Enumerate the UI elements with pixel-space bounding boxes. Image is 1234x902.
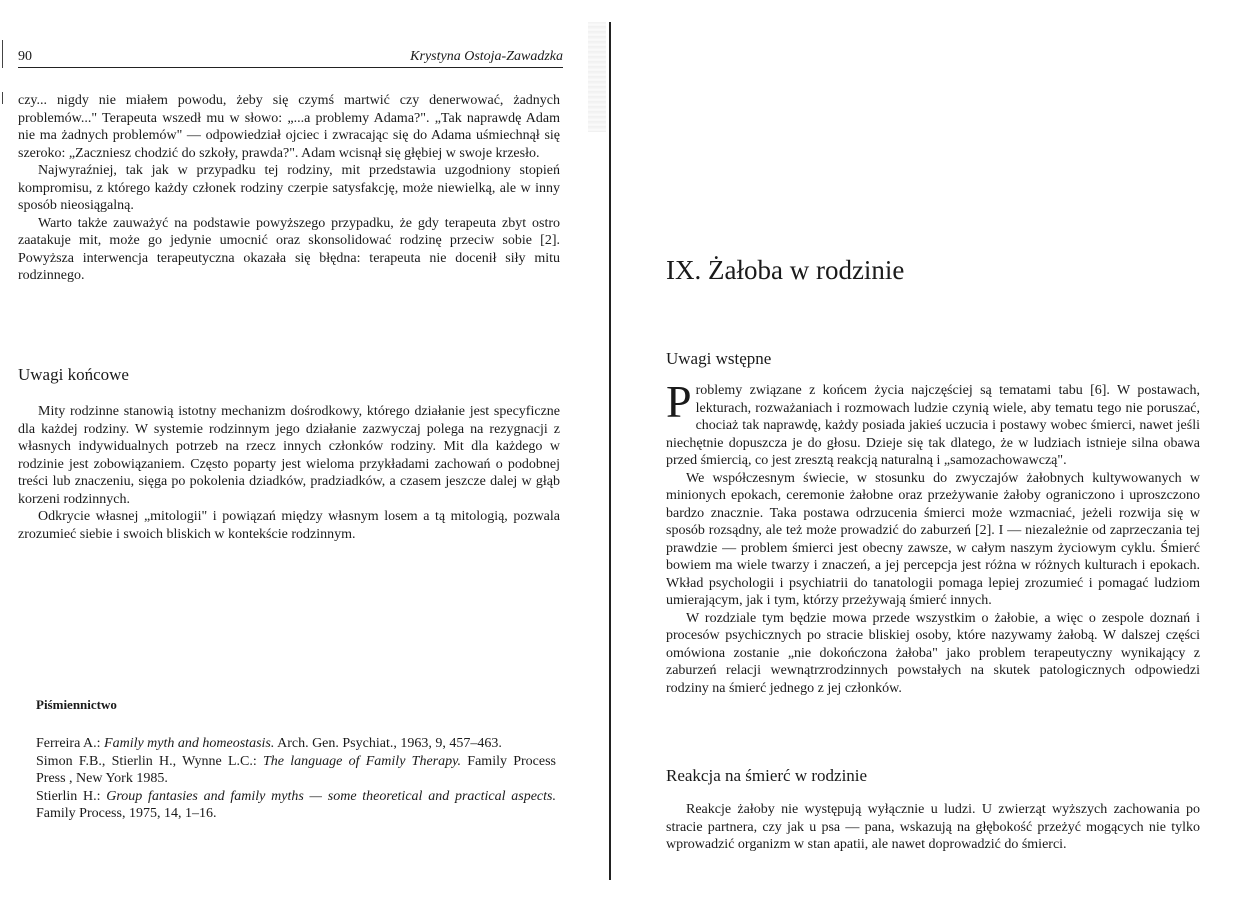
intro-body-text bbox=[666, 376, 1200, 697]
paragraph: Najwyraźniej, tak jak w przypadku tej rodziny, mit przedstawia uzgodniony stopień kompromisu, z którego każdy członek rodziny czerpie satysfakcję, może niewielką, ale w inny sposób nieosiągalną. bbox=[18, 163, 560, 213]
paragraph: Odkrycie własnej „mitologii" i powiązań między własnym losem a tą mitologią, pozwala zrozumieć siebie i swoich bliskich w kontekście rodzinnym. bbox=[18, 509, 560, 542]
book-spine bbox=[609, 22, 611, 880]
bib-source: Family Process, 1975, 14, 1–16. bbox=[36, 806, 217, 821]
chapter-title: IX. Żałoba w rodzinie bbox=[666, 255, 905, 285]
paragraph: We współczesnym świecie, w stosunku do zwyczajów żałobnych kultywowanych w minionych epokach, ceremonie żałobne oraz przeżywanie żałoby ograniczono i uproszczono bardzo znacznie. Taka postawa odrzucenia śmierci może wzmacniać, jeżeli rozwija się w sposób rozsądny, ale też może prowadzić do zaburzeń [2]. I — niezależnie od zaprzeczania tej prawdzie — problem śmierci jest obecny zawsze, w całym naszym życiowym cyklu. Śmierć bowiem ma wiele twarzy i znaczeń, a jej percepcja jest różna w różnych kulturach i epokach. Wkład psychologii i psychiatrii do tanatologii pomaga lepiej zrozumieć i pomagać ludziom umierającym, jak i tym, którzy przeżywają śmierć innych. bbox=[666, 470, 1200, 608]
bib-authors: Stierlin H.: bbox=[36, 788, 107, 804]
bibliography-list bbox=[36, 735, 556, 823]
scan-edge-mark bbox=[2, 92, 3, 104]
bib-title: Group fantasies and family myths — some theoretical and practical aspects. bbox=[106, 788, 556, 804]
running-head bbox=[18, 49, 563, 68]
page-number: 90 bbox=[18, 49, 32, 64]
bib-authors: Ferreira A.: bbox=[36, 736, 105, 751]
paragraph: Mity rodzinne stanowią istotny mechanizm dośrodkowy, którego działanie jest specyficzne dla każdej rodziny. W systemie rodzinnym jego działanie zazwyczaj polega na rezygnacji z własnych indywidualnych potrzeb na rzecz innych członków rodziny. Mit dla każdego w rodzinie jest zobowiązaniem. Często poparty jest wieloma przykładami zachowań o podobnej treści lub znaczeniu, sięga po pokolenia dziadków, pradziadków, a czasem jeszcze dalej w głąb korzeni rodzinnych. bbox=[18, 404, 560, 507]
bibliography-entry bbox=[36, 735, 556, 753]
section-body-text bbox=[18, 403, 560, 543]
right-page bbox=[612, 0, 1234, 902]
drop-cap: P bbox=[666, 376, 692, 427]
section-heading: Uwagi końcowe bbox=[18, 365, 129, 384]
section-heading: Reakcja na śmierć w rodzinie bbox=[666, 766, 868, 785]
bib-authors: Simon F.B., Stierlin H., Wynne L.C.: bbox=[36, 753, 264, 769]
bib-source: Family Process Press , New York 1985. bbox=[36, 753, 557, 786]
bib-title: Family myth and homeostasis. bbox=[104, 736, 275, 751]
left-page bbox=[0, 0, 605, 902]
paragraph: Reakcje żałoby nie występują wyłącznie u ludzi. U zwierząt wyższych zachowania po stracie partnera, czy jak u psa — pana, wskazują na głębokość przeżyć mogących nie tylko wprowadzić organizm w stan apatii, ale nawet doprowadzić do śmierci. bbox=[666, 802, 1200, 852]
bibliography-entry bbox=[36, 753, 556, 788]
bib-title: The language of Family Therapy. bbox=[263, 753, 462, 769]
bib-source: Arch. Gen. Psychiat., 1963, 9, 457–463. bbox=[274, 736, 502, 751]
scan-edge-mark bbox=[2, 40, 3, 68]
paragraph-text: roblemy związane z końcem życia najczęściej są tematami tabu [6]. W postawach, lekturach, rozważaniach i rozmowach ludzie czynią wiele, aby tematu tego nie poruszać, chociaż tak naprawdę, każdy posiada jakieś uczucia i postawy wobec śmierci, nawet jeśli niechętnie dopuszcza je do głosu. Dzieje się tak dlatego, że w ludziach istnieje silna obawa przed śmiercią, co jest zresztą reakcją naturalną i „samozachowawczą". bbox=[666, 383, 1200, 468]
paragraph: Warto także zauważyć na podstawie powyższego przypadku, że gdy terapeuta zbyt ostro zaatakuje mit, może go jedynie umocnić oraz skonsolidować rodzinę przeciw sobie [2]. Powyższa interwencja terapeutyczna okazała się błędna: terapeuta nie docenił siły mitu rodzinnego. bbox=[18, 215, 560, 283]
reaction-body-text bbox=[666, 801, 1200, 854]
section-heading: Uwagi wstępne bbox=[666, 349, 772, 368]
paragraph: W rozdziale tym będzie mowa przede wszystkim o żałobie, a więc o zespole doznań i procesów psychicznych po stracie bliskiej osoby, które nazywamy żałobą. W dalszej części omówiona zostanie „nie dokończona żałoba" jako problem terapeutyczny wynikający z zaburzeń relacji wewnątrzrodzinnych powstałych na skutek patologicznych odpowiedzi rodziny na śmierć jednego z jej członków. bbox=[666, 610, 1200, 696]
left-body-text bbox=[18, 92, 560, 285]
paragraph bbox=[666, 376, 1200, 470]
bibliography-heading: Piśmiennictwo bbox=[36, 697, 117, 712]
bibliography-entry bbox=[36, 788, 556, 823]
paragraph: czy... nigdy nie miałem powodu, żeby się czymś martwić czy denerwować, żadnych problemów..." Terapeuta wszedł mu w słowo: „...a problemy Adama?". „Tak naprawdę Adam nie ma żadnych problemów" — odpowiedział ojciec i zwracając się do Adama uśmiechnął się szeroko: „Zaczniesz chodzić do szkoły, prawda?". Adam wcisnął się głębiej w swoje krzesło. bbox=[18, 93, 560, 161]
running-head-author: Krystyna Ostoja-Zawadzka bbox=[410, 49, 563, 64]
